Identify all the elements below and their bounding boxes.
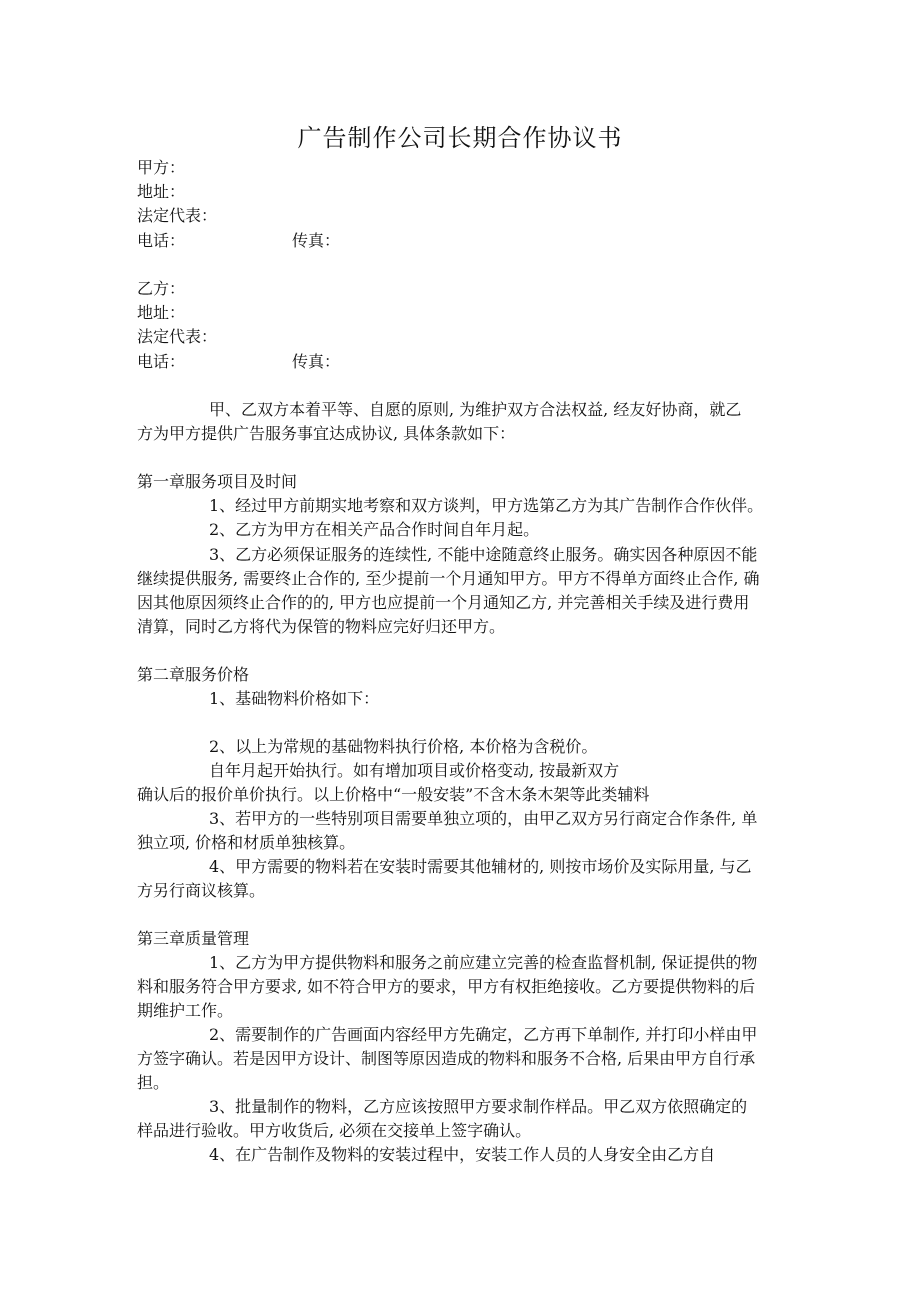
chapter-3-line: 担。 (137, 1073, 170, 1092)
party-b-fax-label: 传真： (292, 352, 341, 371)
party-a-name-label: 甲方： (137, 158, 186, 177)
chapter-1-line: 1、经过甲方前期实地考察和双方谈判，甲方选第乙方为其广告制作合作伙伴。 (209, 496, 764, 515)
party-b-phone-label: 电话： (137, 352, 186, 371)
chapter-2-line: 3、若甲方的一些特别项目需要单独立项的，由甲乙双方另行商定合作条件, 单 (209, 809, 758, 828)
party-b-legal-rep-label: 法定代表： (137, 327, 218, 346)
chapter-3-line: 1、乙方为甲方提供物料和服务之前应建立完善的检查监督机制, 保证提供的物 (209, 953, 758, 972)
chapter-2-heading: 第二章服务价格 (137, 665, 250, 684)
chapter-2-line: 自年月起开始执行。如有增加项目或价格变动, 按最新双方 (209, 761, 620, 780)
chapter-2-line: 独立项, 价格和材质单独核算。 (137, 833, 356, 852)
chapter-3-line: 3、批量制作的物料，乙方应该按照甲方要求制作样品。甲乙双方依照确定的 (209, 1097, 748, 1116)
chapter-1-line: 因其他原因须终止合作的的, 甲方也应提前一个月通知乙方, 并完善相关手续及进行费用 (137, 593, 750, 612)
chapter-2-line: 确认后的报价单价执行。以上价格中“一般安装”不含木条木架等此类辅料 (137, 785, 650, 804)
chapter-1-heading: 第一章服务项目及时间 (137, 472, 298, 491)
party-b-address-label: 地址： (137, 303, 186, 322)
chapter-1-line: 清算，同时乙方将代为保管的物料应完好归还甲方。 (137, 617, 506, 636)
chapter-2-line: 2、以上为常规的基础物料执行价格, 本价格为含税价。 (209, 737, 598, 756)
party-a-legal-rep-label: 法定代表： (137, 206, 218, 225)
chapter-3-line: 2、需要制作的广告画面内容经甲方先确定，乙方再下单制作, 并打印小样由甲 (209, 1025, 758, 1044)
chapter-3-line: 方签字确认。若是因甲方设计、制图等原因造成的物料和服务不合格, 后果由甲方自行承 (137, 1049, 756, 1068)
party-a-phone-label: 电话： (137, 231, 186, 250)
preamble-line: 方为甲方提供广告服务事宜达成协议, 具体条款如下： (137, 424, 516, 443)
party-a-fax-label: 传真： (292, 231, 341, 250)
chapter-2-line: 方另行商议核算。 (137, 881, 266, 900)
chapter-1-line: 2、乙方为甲方在相关产品合作时间自年月起。 (209, 520, 540, 539)
chapter-1-line: 继续提供服务, 需要终止合作的, 至少提前一个月通知甲方。甲方不得单方面终止合作, 确 (137, 569, 760, 588)
chapter-1-line: 3、乙方必须保证服务的连续性, 不能中途随意终止服务。确实因各种原因不能 (209, 545, 758, 564)
party-a-address-label: 地址： (137, 182, 186, 201)
chapter-3-heading: 第三章质量管理 (137, 929, 250, 948)
party-b-name-label: 乙方： (137, 279, 186, 298)
chapter-3-line: 4、在广告制作及物料的安装过程中，安装工作人员的人身安全由乙方自 (209, 1145, 716, 1164)
chapter-2-line: 4、甲方需要的物料若在安装时需要其他辅材的, 则按市场价及实际用量, 与乙 (209, 857, 752, 876)
chapter-3-line: 料和服务符合甲方要求, 如不符合甲方的要求，甲方有权拒绝接收。乙方要提供物料的后 (137, 977, 756, 996)
document-title: 广告制作公司长期合作协议书 (297, 124, 623, 152)
preamble-line: 甲、乙双方本着平等、自愿的原则, 为维护双方合法权益, 经友好协商，就乙 (209, 400, 742, 419)
chapter-2-line: 1、基础物料价格如下： (209, 689, 380, 708)
chapter-3-line: 样品进行验收。甲方收货后, 必须在交接单上签字确认。 (137, 1121, 532, 1140)
chapter-3-line: 期维护工作。 (137, 1001, 234, 1020)
